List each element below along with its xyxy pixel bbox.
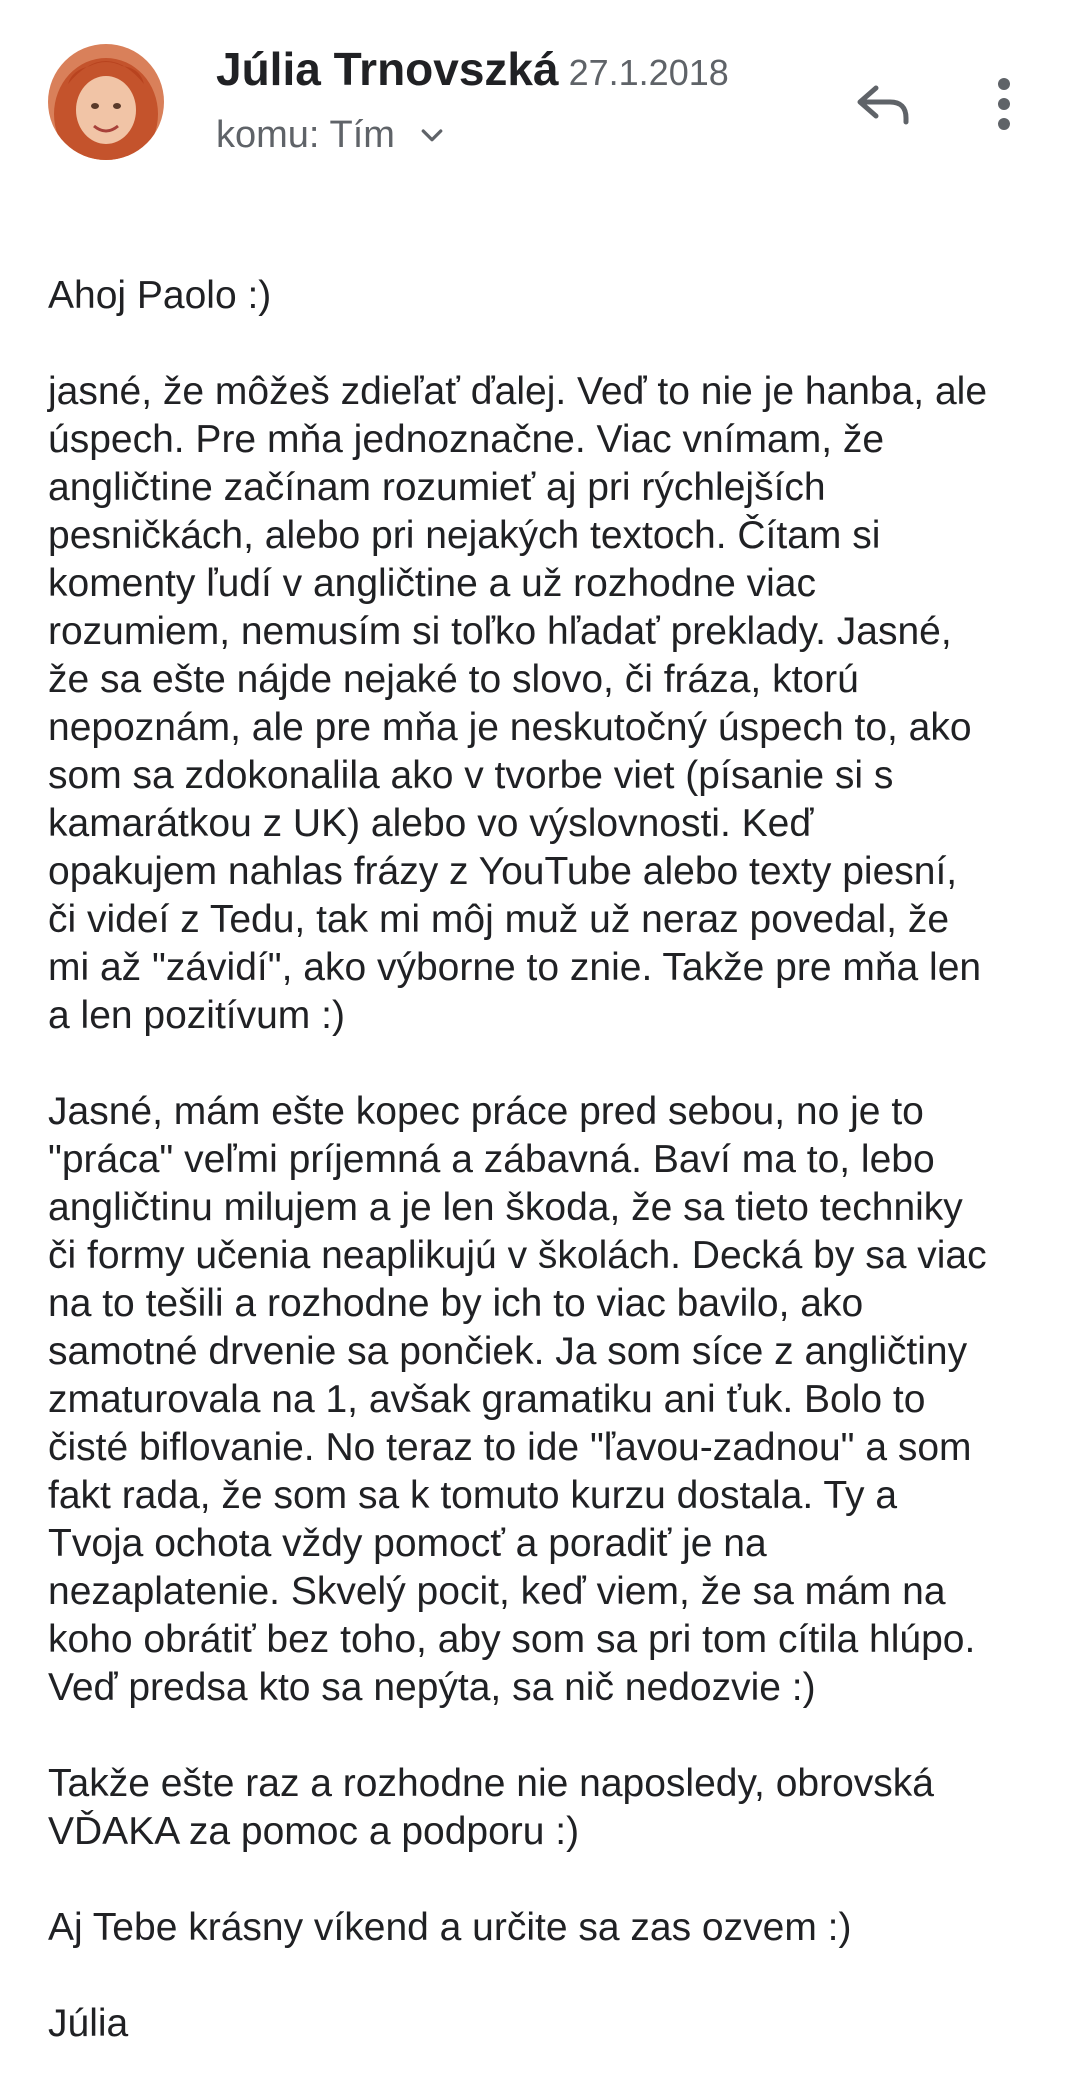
sender-name-text: Júlia Trnovszká <box>216 43 559 95</box>
message-paragraph: jasné, že môžeš zdieľať ďalej. Veď to nie je hanba, ale úspech. Pre mňa jednoznačne. Viac vnímam, že angličtine začínam rozumieť aj pri rýchlejších pesničkách, alebo pri nejakých textoch. Čítam si komenty ľudí v angličtine a už rozhodne viac rozumiem, nemusím si toľko hľadať preklady. Jasné, že sa ešte nájde nejaké to slovo, či fráza, ktorú nepoznám, ale pre mňa je neskutočný úspech to, ako som sa zdokonalila ako v tvorbe viet (písanie si s kamarátkou z UK) alebo vo výslovnosti. Keď opakujem nahlas frázy z YouTube alebo texty piesní, či videí z Tedu, tak mi môj muž už neraz povedal, že mi až "závidí", ako výborne to znie. Takže pre mňa len a len pozitívum :) <box>48 370 988 1037</box>
recipient-name: Tím <box>329 114 395 156</box>
message-paragraph: Jasné, mám ešte kopec práce pred sebou, no je to "práca" veľmi príjemná a zábavná. Baví ma to, lebo angličtinu milujem a je len škoda, že sa tieto techniky či formy učenia neaplikujú v školách. Decká by sa viac na to tešili a rozhodne by ich to viac bavilo, ako samotné drvenie sa pončiek. Ja som síce z angličtiny zmaturovala na 1, avšak gramatiku ani ťuk. Bolo to čisté biflovanie. No teraz to ide "ľavou-zadnou" a som fakt rada, že som sa k tomuto kurzu dostala. Ty a Tvoja ochota vždy pomocť a poradiť je na nezaplatenie. Skvelý pocit, keď viem, že sa mám na koho obrátiť bez toho, aby som sa pri tom cítila hlúpo. Veď predsa kto sa nepýta, sa nič nedozvie :) <box>48 1090 987 1709</box>
reply-icon <box>852 72 916 136</box>
message-date: 27.1.2018 <box>568 52 729 93</box>
reply-button[interactable] <box>852 72 916 136</box>
avatar[interactable] <box>48 44 164 160</box>
message-greeting: Ahoj Paolo :) <box>48 274 272 317</box>
more-vert-icon <box>984 72 1024 136</box>
sender-name[interactable] <box>216 42 729 96</box>
more-options-button[interactable] <box>984 72 1024 136</box>
message-header <box>0 0 1080 200</box>
chevron-down-icon <box>417 121 447 151</box>
avatar-image <box>48 44 164 160</box>
message-paragraph: Aj Tebe krásny víkend a určite sa zas ozvem :) <box>48 1906 852 1949</box>
recipient-prefix: komu: <box>216 114 320 156</box>
message-paragraph: Takže ešte raz a rozhodne nie naposledy, obrovská VĎAKA za pomoc a podporu :) <box>48 1762 934 1853</box>
recipient-details-toggle[interactable] <box>216 114 447 157</box>
message-signature: Júlia <box>48 2002 129 2045</box>
message-body <box>48 272 1038 2096</box>
